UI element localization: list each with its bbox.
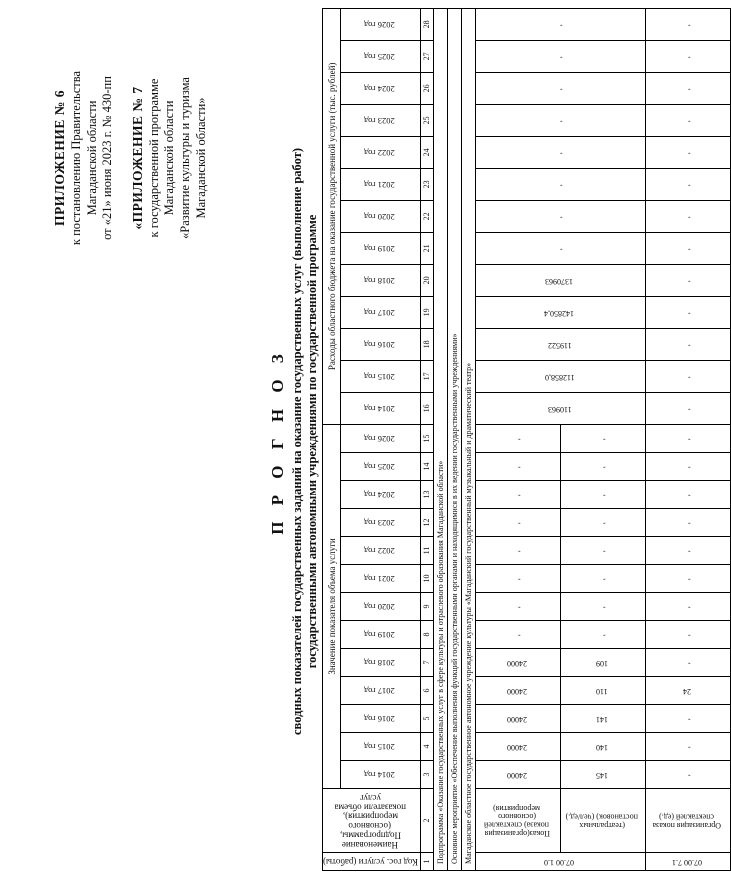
expense-cell: - (645, 200, 730, 232)
value-cell: - (475, 509, 560, 537)
expense-year-header: 2015 год (341, 360, 421, 392)
column-number: 6 (420, 677, 433, 705)
value-cell: - (475, 424, 560, 452)
expense-year-header: 2026 год (341, 8, 421, 40)
value-cell: - (645, 453, 730, 481)
expense-cell: - (475, 168, 645, 200)
value-year-header: 2015 год (341, 733, 421, 761)
column-number: 23 (420, 168, 433, 200)
expense-cell: - (645, 104, 730, 136)
institution-row: Магаданское областное государственное автономное учреждение культуры «Магаданский государственный музыкальный и драматический театр» (461, 8, 475, 870)
value-cell: - (645, 649, 730, 677)
header-line: Магаданской области (84, 100, 99, 216)
column-number: 4 (420, 733, 433, 761)
column-number: 17 (420, 360, 433, 392)
expense-cell: 1370963 (475, 264, 645, 296)
expense-cell: - (645, 72, 730, 104)
value-cell: - (645, 593, 730, 621)
value-cell: 24 (645, 677, 730, 705)
column-number: 19 (420, 296, 433, 328)
expense-cell: 110963 (475, 392, 645, 424)
value-cell: - (560, 453, 645, 481)
expense-year-header: 2022 год (341, 136, 421, 168)
document-subtitle-1: сводных показателей государственных заданий на оказание государственных услуг (выполнение работ) (290, 148, 304, 735)
expense-year-header: 2017 год (341, 296, 421, 328)
value-cell: - (645, 481, 730, 509)
column-number: 12 (420, 509, 433, 537)
value-cell: 24000 (475, 733, 560, 761)
value-year-header: 2016 год (341, 705, 421, 733)
expense-year-header: 2025 год (341, 40, 421, 72)
expense-cell: - (645, 360, 730, 392)
value-year-header: 2020 год (341, 593, 421, 621)
value-year-header: 2026 год (341, 424, 421, 452)
expense-year-header: 2024 год (341, 72, 421, 104)
value-cell: - (560, 481, 645, 509)
value-cell: - (645, 565, 730, 593)
expense-cell: - (475, 136, 645, 168)
expense-cell: - (645, 232, 730, 264)
value-cell: - (645, 509, 730, 537)
value-cell: - (475, 537, 560, 565)
header-line: к государственной программе (146, 78, 161, 238)
header-line: от «21» июня 2023 г. № 430-пп (100, 76, 115, 240)
column-number: 28 (420, 8, 433, 40)
value-cell: 141 (560, 705, 645, 733)
expense-cell: - (645, 264, 730, 296)
column-number: 7 (420, 649, 433, 677)
forecast-table (322, 8, 731, 871)
value-cell: 109 (560, 649, 645, 677)
column-number: 2 (420, 789, 433, 853)
expense-cell: - (475, 104, 645, 136)
value-cell: - (475, 593, 560, 621)
value-cell: - (560, 593, 645, 621)
expense-cell: - (475, 40, 645, 72)
value-cell: 140 (560, 733, 645, 761)
value-cell: - (475, 453, 560, 481)
expense-cell: - (645, 328, 730, 360)
subprogram-row: Подпрограмма «Оказание государственных услуг в сфере культуры и отраслевого образования Магаданской области» (433, 8, 447, 870)
expense-cell: - (645, 168, 730, 200)
value-cell: - (475, 621, 560, 649)
expense-year-header: 2020 год (341, 200, 421, 232)
value-year-header: 2022 год (341, 537, 421, 565)
appendix-7-title: «ПРИЛОЖЕНИЕ № 7 (129, 86, 145, 230)
expense-cell: - (645, 136, 730, 168)
value-cell: - (560, 621, 645, 649)
appendix-6-title: ПРИЛОЖЕНИЕ № 6 (52, 90, 67, 226)
value-cell: - (560, 424, 645, 452)
expense-year-header: 2014 год (341, 392, 421, 424)
value-cell: - (560, 509, 645, 537)
value-cell: - (645, 621, 730, 649)
row-code: 07.00 1.0 (475, 853, 645, 871)
value-cell: - (475, 481, 560, 509)
column-number: 15 (420, 424, 433, 452)
value-cell: - (475, 565, 560, 593)
value-cell: - (645, 705, 730, 733)
column-number: 1 (420, 853, 433, 871)
value-cell: - (560, 565, 645, 593)
expense-cell: - (645, 8, 730, 40)
row-name: Показ(организация показа) спектаклей (основного мероприятия) (475, 789, 560, 853)
main-event-row: Основное мероприятие «Обеспечение выполнения функций государственными органами и находящимися в их ведении государственными учреждениями» (447, 8, 461, 870)
column-number: 11 (420, 537, 433, 565)
expense-cell: 142850,4 (475, 296, 645, 328)
expense-cell: - (475, 232, 645, 264)
row-name: (театральных постановок) (чел/ед.) (560, 789, 645, 853)
value-cell: - (645, 761, 730, 789)
value-year-header: 2024 год (341, 481, 421, 509)
value-cell: - (645, 733, 730, 761)
value-cell: 110 (560, 677, 645, 705)
column-number: 13 (420, 481, 433, 509)
expense-year-header: 2023 год (341, 104, 421, 136)
expense-cell: - (645, 392, 730, 424)
header-code: Код гос. услуги (работы) (323, 853, 421, 871)
header-line: к постановлению Правительства (68, 70, 83, 246)
row-name: Организация показа спектаклей (ед.) (645, 789, 730, 853)
value-cell: 24000 (475, 761, 560, 789)
expense-cell: - (475, 200, 645, 232)
expense-year-header: 2019 год (341, 232, 421, 264)
value-cell: - (560, 537, 645, 565)
column-number: 16 (420, 392, 433, 424)
column-number: 26 (420, 72, 433, 104)
column-number: 8 (420, 621, 433, 649)
column-number: 18 (420, 328, 433, 360)
expense-year-header: 2016 год (341, 328, 421, 360)
value-cell: 145 (560, 761, 645, 789)
expense-cell: - (475, 8, 645, 40)
row-code: 07.00 7.1 (645, 853, 730, 871)
approval-header (52, 28, 209, 288)
value-year-header: 2019 год (341, 621, 421, 649)
expense-cell: - (645, 40, 730, 72)
column-number: 22 (420, 200, 433, 232)
value-year-header: 2021 год (341, 565, 421, 593)
header-line: Магаданской области (162, 100, 177, 216)
column-number: 3 (420, 761, 433, 789)
value-cell: 24000 (475, 649, 560, 677)
column-number: 5 (420, 705, 433, 733)
expense-cell: - (475, 72, 645, 104)
column-number: 20 (420, 264, 433, 296)
value-year-header: 2025 год (341, 453, 421, 481)
expense-year-header: 2021 год (341, 168, 421, 200)
value-cell: - (645, 424, 730, 452)
expense-cell: - (645, 296, 730, 328)
column-number: 21 (420, 232, 433, 264)
value-cell: 24000 (475, 677, 560, 705)
value-year-header: 2014 год (341, 761, 421, 789)
header-line: Магаданской области» (193, 97, 208, 219)
value-cell: - (645, 537, 730, 565)
value-year-header: 2017 год (341, 677, 421, 705)
header-line: «Развитие культуры и туризма (177, 77, 192, 239)
expense-cell: 112858,0 (475, 360, 645, 392)
column-number: 14 (420, 453, 433, 481)
column-number: 9 (420, 593, 433, 621)
expense-year-header: 2018 год (341, 264, 421, 296)
header-values-group: Значение показателя объема услуги (323, 424, 341, 788)
document-title: П Р О Г Н О З (268, 348, 287, 535)
value-year-header: 2018 год (341, 649, 421, 677)
column-number: 10 (420, 565, 433, 593)
column-number: 27 (420, 40, 433, 72)
value-year-header: 2023 год (341, 509, 421, 537)
expense-cell: 119522 (475, 328, 645, 360)
column-number: 24 (420, 136, 433, 168)
document-subtitle-2: государственными автономными учреждениями по государственной программе (305, 214, 319, 669)
header-expenses-group: Расходы областного бюджета на оказание государственной услуги (тыс. рублей) (323, 8, 341, 424)
column-number: 25 (420, 104, 433, 136)
value-cell: 24000 (475, 705, 560, 733)
header-name: Наименование Подпрограммы, (основного мероприятия), показатели объема услуг (323, 789, 421, 853)
